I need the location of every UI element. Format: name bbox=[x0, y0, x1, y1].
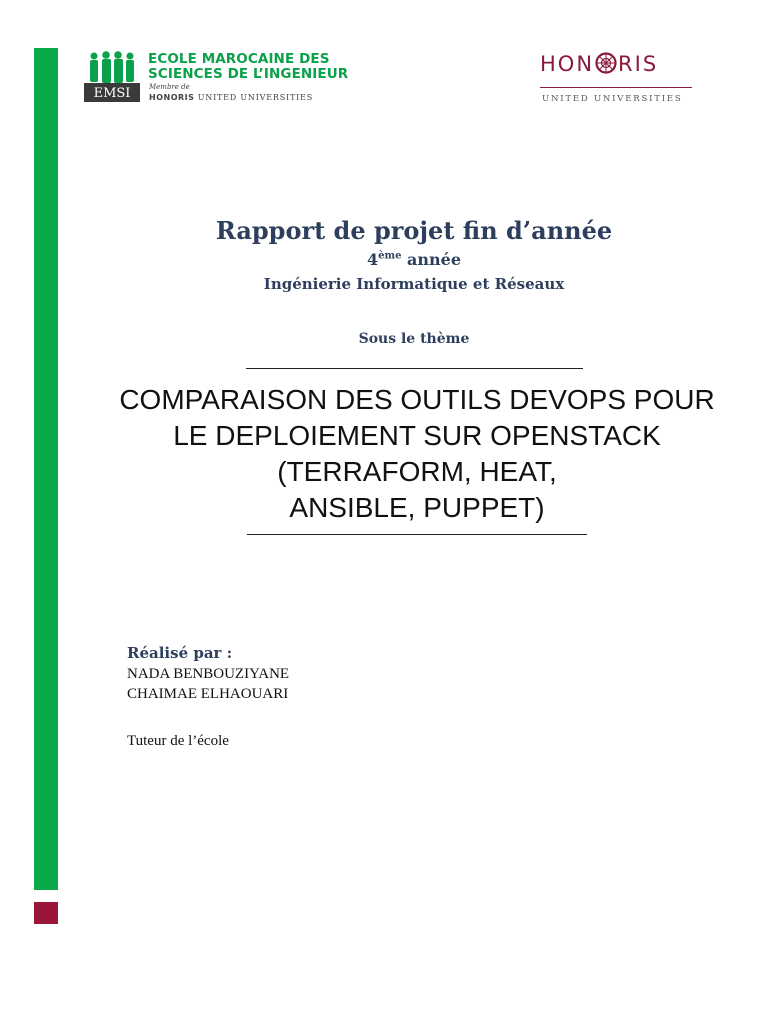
emsi-honoris-word: HONORIS bbox=[149, 93, 195, 102]
year-suffix: ème bbox=[378, 250, 402, 262]
subject-line: COMPARAISON DES OUTILS DEVOPS POUR bbox=[119, 384, 715, 415]
author-name: CHAIMAE ELHAOUARI bbox=[127, 686, 289, 702]
authors-label: Réalisé par : bbox=[127, 644, 233, 662]
theme-label: Sous le thème bbox=[358, 331, 470, 347]
year-word: année bbox=[407, 250, 462, 269]
study-year bbox=[0, 250, 768, 269]
emsi-name-line1: ECOLE MAROCAINE DES bbox=[148, 51, 330, 67]
subject-top-rule bbox=[246, 368, 583, 369]
honoris-word-left: HON bbox=[540, 52, 595, 76]
honoris-logo bbox=[540, 50, 695, 106]
emsi-member-of: Membre de bbox=[149, 83, 190, 91]
emsi-honoris-line bbox=[149, 93, 313, 102]
honoris-wheel-icon bbox=[595, 52, 617, 74]
study-field: Ingénierie Informatique et Réseaux bbox=[263, 275, 565, 293]
svg-text:EMSI: EMSI bbox=[93, 86, 131, 101]
year-number: 4 bbox=[366, 250, 379, 269]
report-title: Rapport de projet fin d’année bbox=[215, 216, 613, 245]
subject-line: LE DEPLOIEMENT SUR OPENSTACK bbox=[173, 420, 661, 451]
subject-line: ANSIBLE, PUPPET) bbox=[289, 492, 545, 523]
emsi-honoris-tail: UNITED UNIVERSITIES bbox=[197, 93, 313, 102]
subject-bottom-rule bbox=[247, 534, 587, 535]
honoris-subtitle: UNITED UNIVERSITIES bbox=[542, 94, 683, 104]
red-accent-square bbox=[34, 902, 58, 924]
emsi-logo bbox=[84, 50, 349, 106]
subject-line: (TERRAFORM, HEAT, bbox=[277, 456, 557, 487]
honoris-wordmark bbox=[540, 52, 658, 76]
emsi-name-line2: SCIENCES DE L’INGENIEUR bbox=[148, 66, 349, 82]
honoris-divider bbox=[540, 87, 692, 88]
green-side-bar bbox=[34, 48, 58, 890]
school-tutor-label: Tuteur de l’école bbox=[127, 733, 229, 749]
project-subject bbox=[110, 382, 724, 526]
emsi-people-icon bbox=[84, 50, 140, 102]
honoris-word-right: RIS bbox=[618, 52, 659, 76]
author-name: NADA BENBOUZIYANE bbox=[127, 666, 290, 682]
